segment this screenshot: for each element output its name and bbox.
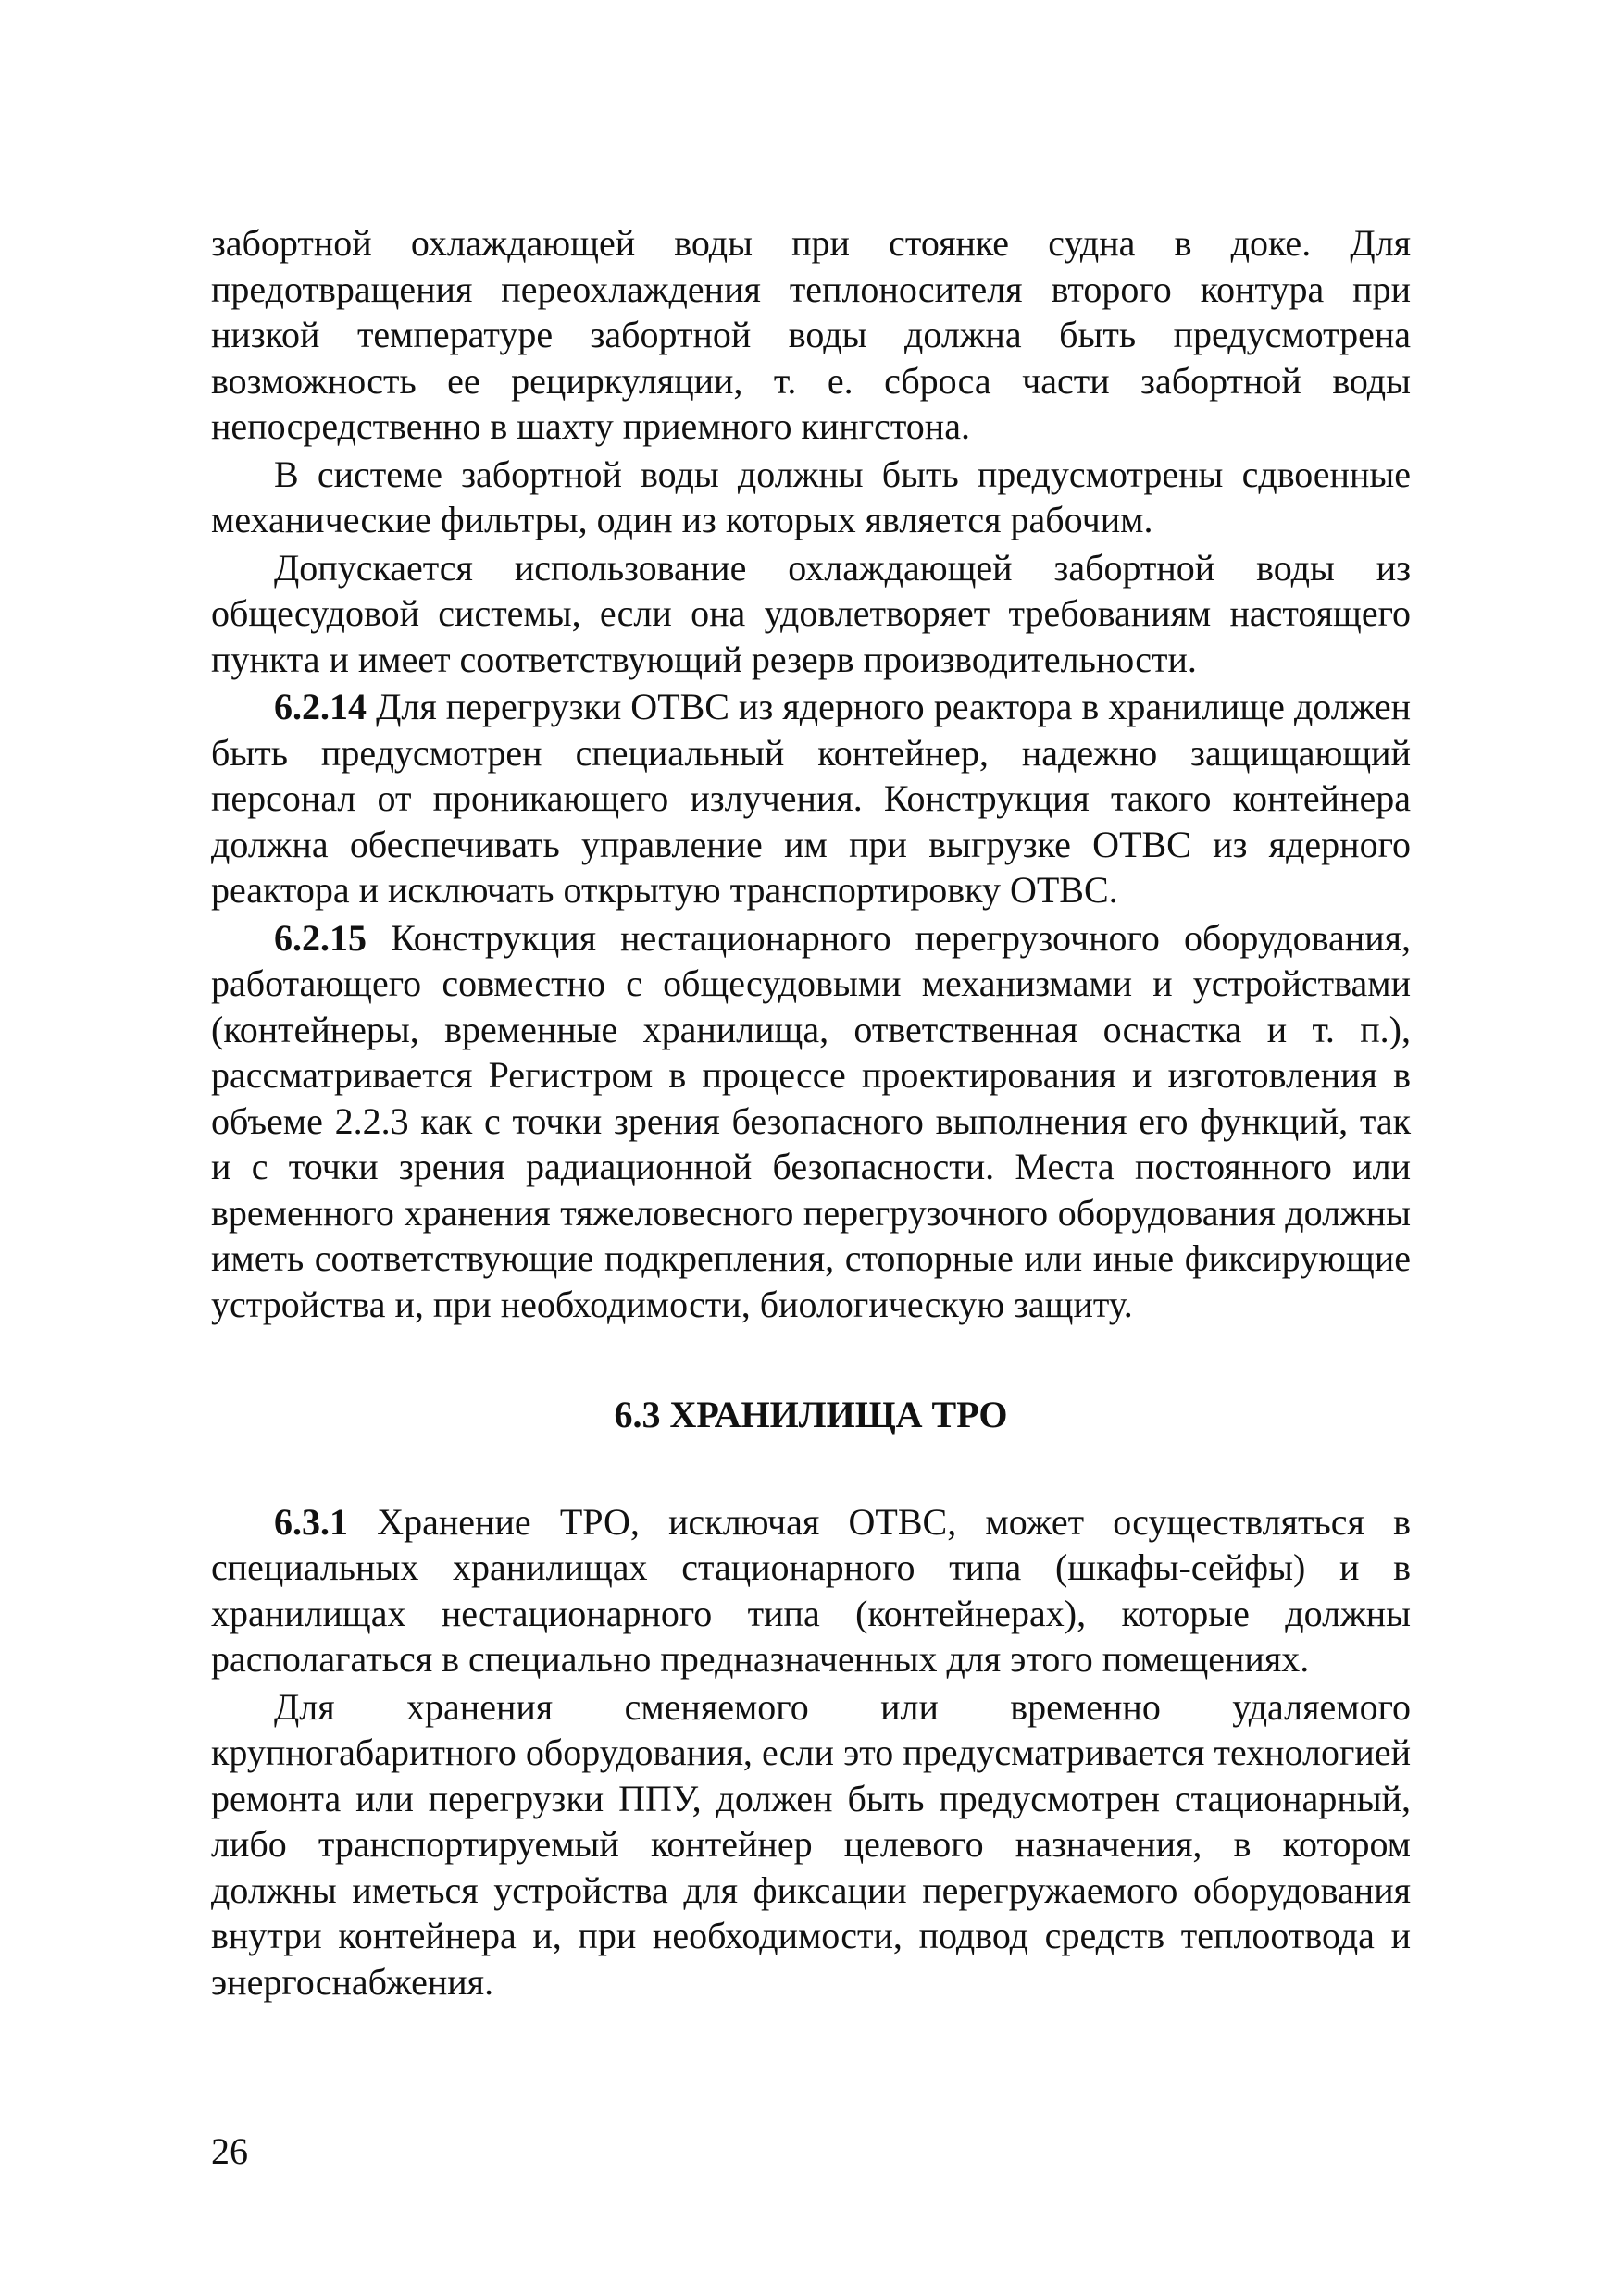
clause-number: 6.2.15 [274, 916, 367, 959]
clause-6-2-15 [211, 915, 1411, 1328]
page-body [211, 220, 1411, 2004]
page-number: 26 [211, 2130, 248, 2172]
paragraph-text: Для хранения сменяемого или временно удаляемого крупногабаритного оборудования, если это предусматривается технологией ремонта или перегрузки ППУ, должен быть предусмотрен стационарный, либо транспортируемый контейнер целевого назначения, в котором должны иметься устройства для фиксации перегружаемого оборудования внутри контейнера и, при необходимости, подвод средств теплоотвода и энергоснабжения. [211, 1685, 1411, 2003]
paragraph-text: Конструкция нестационарного перегрузочного оборудования, работающего совместно с общесудовыми механизмами и устройствами (контейнеры, временные хранилища, ответственная оснастка и т. п.), рассматривается Регистром в процессе проектирования и изготовления в объеме 2.2.3 как с точки зрения безопасного выполнения его функций, так и с точки зрения радиационной безопасности. Места постоянного или временного хранения тяжеловесного перегрузочного оборудования должны иметь соответствующие подкрепления, стопорные или иные фиксирующие устройства и, при необходимости, биологическую защиту. [211, 916, 1412, 1325]
paragraph-large-equipment [211, 1684, 1411, 2005]
paragraph-text: Для перегрузки ОТВС из ядерного реактора в хранилище должен быть предусмотрен специальный контейнер, надежно защищающий персонал от проникающего излучения. Конструкция такого контейнера должна обеспечивать управление им при выгрузке ОТВС из ядерного реактора и исключать открытую транспортировку ОТВС. [211, 686, 1411, 911]
paragraph-text: Допускается использование охлаждающей забортной воды из общесудовой системы, если она удовлетворяет требованиям настоящего пункта и имеет соответствующий резерв производительности. [211, 546, 1411, 680]
section-heading: 6.3 ХРАНИЛИЩА ТРО [614, 1394, 1008, 1435]
clause-6-3-1 [211, 1499, 1411, 1682]
paragraph-filters [211, 452, 1411, 543]
clause-6-2-14 [211, 684, 1411, 913]
paragraph-text: забортной охлаждающей воды при стоянке судна в доке. Для предотвращения переохлаждения теплоносителя второго контура при низкой температуре забортной воды должна быть предусмотрена возможность ее рециркуляции, т. е. сброса части забортной воды непосредственно в шахту приемного кингстона. [211, 222, 1411, 447]
clause-number: 6.2.14 [274, 686, 367, 727]
paragraph-general-system [211, 545, 1411, 683]
paragraph-text: В системе забортной воды должны быть предусмотрены сдвоенные механические фильтры, один из которых является рабочим. [211, 453, 1411, 540]
clause-number: 6.3.1 [274, 1500, 348, 1543]
paragraph-continuation [211, 220, 1411, 450]
paragraph-text: Хранение ТРО, исключая ОТВС, может осуществляться в специальных хранилищах стационарного типа (шкафы-сейфы) и в хранилищах нестационарного типа (контейнерах), которые должны располагаться в специально предназначенных для этого помещениях. [211, 1500, 1412, 1680]
